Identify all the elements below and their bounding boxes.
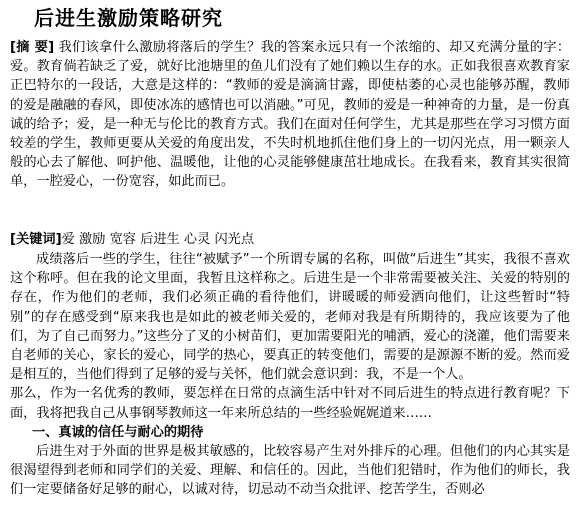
keywords-label: [关键词]: [10, 232, 62, 247]
body-paragraph: 那么，作为一名优秀的教师，要怎样在日常的点滴生活中针对不同后进生的特点进行教育呢？下面，我将把我自己从事钢琴教师这一年来所总结的一些经验娓娓道来……: [10, 386, 570, 421]
main-body: [10, 250, 570, 500]
body-paragraph: 成绩落后一些的学生，往往“被赋予”一个所谓专属的名称，叫做“后进生”其实，我很不喜欢这个称呼。但在我的论文里面，我暂且这样称之。后进生是一个非常需要被关注、关爱的特别的存在，作为他们的老师，我们必须正确的看待他们，讲暖暖的师爱洒向他们，让这些暂时“特别”的存在感受到“原来我也是如此的被老师关爱的，老师对我是有所期待的，我应该要为了他们，为了自己而努力。”这些分了叉的小树苗们，更加需要阳光的哺洒，爱心的浇灌，他们需要来自老师的关心，家长的爱心，同学的热心，要真正的转变他们，需要的是源源不断的爱。然而爱是相互的，当他们得到了足够的爱与关怀，他们就会意识到：我，不是一个人。: [10, 252, 570, 383]
abstract-section: [10, 38, 570, 192]
document-title: 后进生激励策略研究: [34, 6, 223, 30]
abstract-label: [摘 要]: [10, 40, 55, 55]
keywords-text: 爱 激励 宽容 后进生 心灵 闪光点: [61, 232, 255, 247]
keywords-section: [10, 230, 570, 249]
body-paragraph: 后进生对于外面的世界是极其敏感的，比较容易产生对外排斥的心理。但他们的内心其实是很渴望得到老师和同学们的关爱、理解、和信任的。因此，当他们犯错时，作为他们的师长，我们一定要储备好足够的耐心，以诚对待，切忌动不动当众批评、挖苦学生，否则必: [10, 444, 570, 498]
section-heading: 一、真诚的信任与耐心的期待: [32, 424, 204, 440]
abstract-text: 我们该拿什么激励将落后的学生？我的答案永远只有一个浓缩的、却又充满分量的字：爱。教育倘若缺乏了爱，就好比池塘里的鱼儿们没有了她们赖以生存的水。正如我很喜欢教育家正巴特尔的一段话，大意是这样的：“教师的爱是滴滴甘露，即使枯萎的心灵也能够苏醒，教师的爱是融融的春风，即使冰冻的感情也可以消融。”可见，教师的爱是一种神奇的力量，是一份真诚的给予；爱，是一种无与伦比的教育方式。我们在面对任何学生，尤其是那些在学习习惯方面较差的学生，教师更要从关爱的角度出发，不失时机地抓住他们身上的一切闪光点，用一颗亲人般的心去了解他、呵护他、温暖他，让他的心灵能够健康茁壮地成长。在我看来，教育其实很简单，一腔爱心，一份宽容，如此而已。: [10, 40, 571, 190]
